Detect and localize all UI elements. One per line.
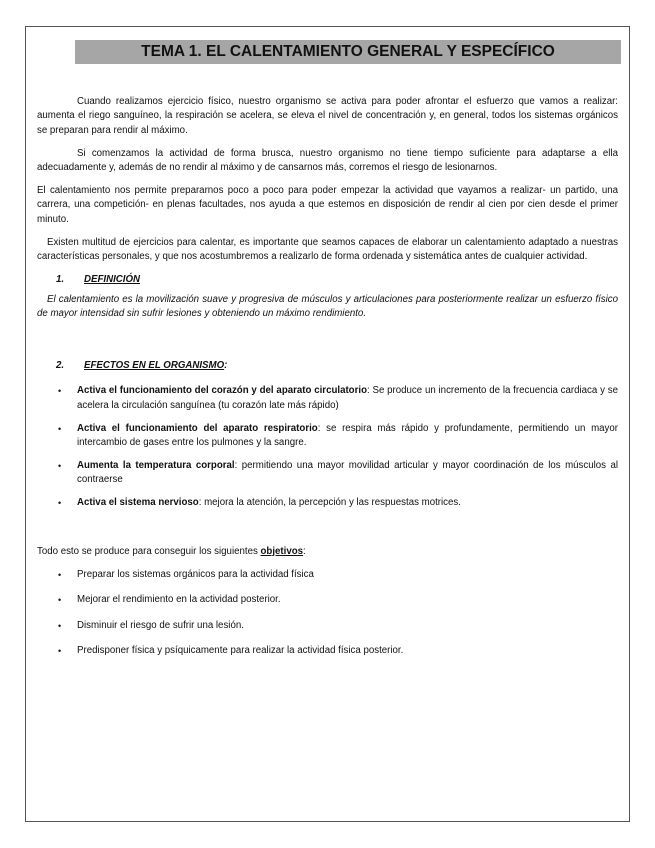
goals-intro [37, 545, 618, 559]
section-number: 2. [56, 359, 65, 371]
bullet-icon: • [58, 460, 62, 471]
goals-list [37, 568, 618, 659]
bullet-icon: • [58, 423, 62, 434]
list-item [37, 644, 618, 658]
section-title: EFECTOS EN EL ORGANISMO [84, 359, 225, 371]
document-body [37, 95, 618, 659]
section-number: 1. [56, 273, 65, 285]
goals-intro-suffix: : [303, 545, 306, 557]
intro-paragraph-2: Si comenzamos la actividad de forma brusca, nuestro organismo no tiene tiempo suficiente para adaptarse a ella adecuadamente y, además de no rendir al máximo y de cansarnos más, corremos el riesgo de lesionarnos. [37, 147, 618, 174]
section-heading-definition [56, 273, 618, 287]
section-heading-effects [56, 359, 618, 373]
effect-description: : se respira más rápido y profundamente, permitiendo un mayor intercambio de gases entre los pulmones y la sangre. [77, 422, 618, 448]
bullet-icon: • [58, 620, 62, 631]
effect-title: Activa el sistema nervioso [77, 497, 199, 509]
intro-paragraph-1: Cuando realizamos ejercicio físico, nuestro organismo se activa para poder afrontar el esfuerzo que vamos a realizar: aumenta el riego sanguíneo, la respiración se acelera, se eleva el nivel de concentración y, en general, todos los sistemas orgánicos se preparan para rendir al máximo. [37, 96, 618, 136]
goal-text: Predisponer física y psíquicamente para realizar la actividad física posterior. [77, 645, 404, 657]
bullet-icon: • [58, 498, 62, 509]
list-item [37, 422, 618, 451]
bullet-icon: • [58, 595, 62, 606]
list-item [37, 459, 618, 488]
goal-text: Mejorar el rendimiento en la actividad posterior. [77, 594, 281, 606]
section-title-suffix: : [224, 359, 228, 371]
effect-title: Activa el funcionamiento del corazón y del aparato circulatorio [77, 385, 367, 397]
page-title: TEMA 1. EL CALENTAMIENTO GENERAL Y ESPECÍFICO [75, 40, 621, 64]
bullet-icon: • [58, 646, 62, 657]
goal-text: Disminuir el riesgo de sufrir una lesión. [77, 619, 244, 631]
effects-list [37, 384, 618, 510]
effect-title: Activa el funcionamiento del aparato respiratorio [77, 422, 318, 434]
definition-text: El calentamiento es la movilización suave y progresiva de músculos y articulaciones para posteriormente realizar un esfuerzo físico de mayor intensidad sin sufrir lesiones y obteniendo un máximo rendimiento. [37, 293, 618, 320]
list-item [37, 496, 618, 510]
effect-description: : permitiendo una mayor movilidad articular y mayor coordinación de los músculos al contraerse [77, 459, 618, 486]
effect-title: Aumenta la temperatura corporal [77, 459, 235, 471]
section-title: DEFINICIÓN [84, 273, 140, 285]
list-item [37, 384, 618, 413]
goals-intro-text: Todo esto se produce para conseguir los siguientes [37, 545, 261, 557]
intro-paragraph-4: Existen multitud de ejercicios para calentar, es importante que seamos capaces de elaborar un calentamiento adaptado a nuestras características personales, y que nos acostumbremos a realizarlo de forma ordenada y sistemática antes de cualquier actividad. [37, 236, 618, 263]
bullet-icon: • [58, 386, 62, 397]
effect-description: : mejora la atención, la percepción y las respuestas motrices. [198, 497, 461, 509]
goal-text: Preparar los sistemas orgánicos para la actividad física [77, 568, 314, 580]
effect-description: : Se produce un incremento de la frecuencia cardiaca y se acelera la circulación sanguínea (tu corazón late más rápido) [77, 385, 618, 411]
list-item [37, 593, 618, 607]
list-item [37, 619, 618, 633]
document-page [25, 26, 630, 822]
bullet-icon: • [58, 569, 62, 580]
goals-keyword: objetivos [260, 545, 304, 557]
list-item [37, 568, 618, 582]
intro-paragraph-3: El calentamiento nos permite prepararnos poco a poco para poder empezar la actividad que vayamos a realizar- un partido, una carrera, una competición- en plenas facultades, nos ayuda a que estemos en disposición de rendir al cien por cien desde el primer minuto. [37, 185, 618, 225]
